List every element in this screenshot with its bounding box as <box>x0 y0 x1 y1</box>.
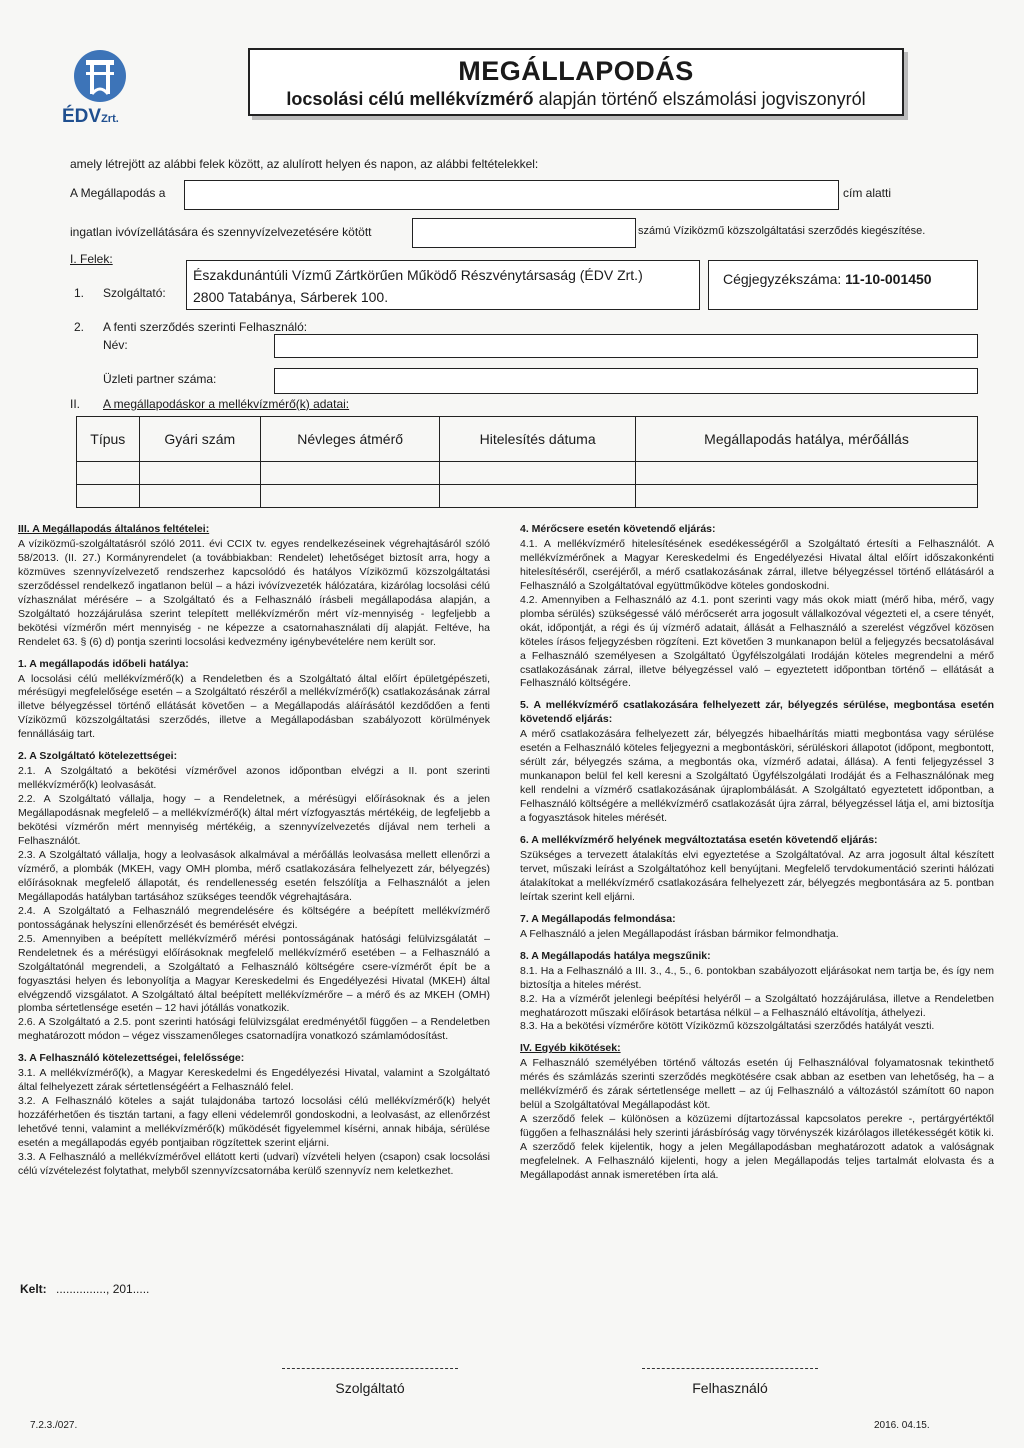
user-heading: A fenti szerződés szerinti Felhasználó: <box>103 320 308 334</box>
meter-header-row <box>77 417 978 462</box>
section-2-4: 2.4. A Szolgáltató a Felhasználó megrendelésére és költségére a beépített mellékvízmérő pontosságának helyszíni ellenőrzését és bemérését elvégzi. <box>18 904 490 931</box>
section-2-2: 2.2. A Szolgáltató vállalja, hogy – a Rendeletnek, a mérésügyi előírásoknak és a jelen Megállapodásnak megfelelő – a mellékvízmérő(k) által mért vízfogyasztás mértékéig, de legfeljebb a bekötési vízmérőn mért mennyiség mértékéig, a szennyvízelvezetés díjával nem terheli a Felhasználót. <box>18 793 490 848</box>
contract-label: ingatlan ivóvízellátására és szennyvízelvezetésére kötött <box>70 225 372 239</box>
section-iv-1: A Felhasználó személyében történő változás esetén új Felhasználóval folyamatosnak tekinthető mérés és számlázás szerinti szerződés megkötésére csak abban az esetben van lehetőség, ha – a mellékvízmérő és zárak sértetlensége mellett – az új Felhasználó a változástól számított 60 napon belül a Szolgáltatóval Megállapodást köt. <box>520 1057 994 1112</box>
subtitle-rest: alapján történő elszámolási jogviszonyról <box>533 89 866 109</box>
col-type: Típus <box>77 417 140 462</box>
section-iv-2: A szerződő felek – különösen a közüzemi díjtartozással kapcsolatos perekre -, pertárgyértéktől függően a felhasználási hely szerinti járásbíróság vagy törvényszék kizárólagos illetékességét kötik ki. <box>520 1113 994 1140</box>
section-3-2: 3.2. A Felhasználó köteles a saját tulajdonába tartozó locsolási célú mellékvízmérő(k) helyét hozzáférhetően és tisztán tartani, a fagy elleni védelemről gondoskodni, a leolvasást, az ellenőrzést lehetővé tenni, valamint a mellékvízmérő(k) működését figyelemmel kísérni, annak hibája, sérülése esetén a megállapodás egyéb pontjaiban rögzítettek szerint eljárni. <box>18 1095 490 1150</box>
contract-number-field[interactable] <box>412 218 636 248</box>
terms-left-column <box>18 523 490 1179</box>
meter-cell[interactable] <box>636 485 978 508</box>
intro-text: amely létrejött az alábbi felek között, az alulírott helyen és napon, az alábbi feltételekkel: <box>70 157 539 171</box>
provider-signature-label: Szolgáltató <box>335 1380 405 1396</box>
meter-cell[interactable] <box>636 462 978 485</box>
meter-heading: A megállapodáskor a mellékvízmérő(k) adatai: <box>103 397 350 411</box>
section-8-3: 8.3. Ha a bekötési vízmérőre kötött Víziközmű közszolgáltatási szerződés hatályát veszti. <box>520 1020 935 1033</box>
form-date: 2016. 04.15. <box>874 1420 930 1431</box>
registration-value: 11-10-001450 <box>845 271 932 287</box>
section-1-text: A locsolási célú mellékvízmérő(k) a Rendeletben és a Szolgáltató által előírt épületgépészeti, mérésügyi megfelelősége esetén – a Szolgáltató részéről a mellékvízmérő(k) csatlakozásának zárral illetve bélyegzéssel történő ellátását követően – a Megállapodás aláírásától kezdődően a fenti Víziközmű közszolgáltatási szerződés, illetve a Megállapodásban szabályozott körülmények fennállásáig tart. <box>18 672 490 741</box>
date-line <box>20 1282 149 1296</box>
user-name-field[interactable] <box>274 334 978 358</box>
section-2-1: 2.1. A Szolgáltató a bekötési vízmérővel azonos időpontban elvégzi a II. pont szerinti mellékvízmérő(k) leolvasását. <box>18 765 490 792</box>
section-3-3: 3.3. A Felhasználó a mellékvízmérővel ellátott kerti (udvari) vízvételi helyen (csapon) csak locsolási célú vízvételezést folytathat, melyből szennyvízcsatornába kerülő szennyvíz nem keletkezhet. <box>18 1150 490 1177</box>
meter-table <box>76 416 978 508</box>
col-reading: Megállapodás hatálya, mérőállás <box>636 417 978 462</box>
meter-cell[interactable] <box>139 485 260 508</box>
section-4-1: 4.1. A mellékvízmérő hitelesítésének esedékességéről a Szolgáltató értesíti a Felhasználót. A mellékvízmérőnek a Magyar Kereskedelmi és Engedélyezési Hivatal által előírt időszakonkénti hitelesítéséről, cseréjéről, a mérő csatlakozásának zárral, illetve bélyegzéssel történő ellátásáról a Felhasználó a Szolgáltatóval együttműködve köteles gondoskodni. <box>520 537 994 592</box>
section-iv-3: A szerződő felek kijelentik, hogy a jelen Megállapodásban meghatározott adatok a valóságnak megfelelnek. A Felhasználó kijelenti, hogy a jelen Megállapodás teljes tartalmát elolvasta és a Megállapodást annak ismeretében írta alá. <box>520 1141 994 1181</box>
partner-number-field[interactable] <box>274 368 978 394</box>
section-8-heading: 8. A Megállapodás hatálya megszűnik: <box>520 949 711 962</box>
partner-number-label: Üzleti partner száma: <box>103 372 217 386</box>
form-code: 7.2.3./027. <box>30 1420 78 1431</box>
document-subtitle <box>250 89 902 110</box>
address-field[interactable] <box>184 180 839 210</box>
section-3-1: 3.1. A mellékvízmérő(k), a Magyar Kereskedelmi és Engedélyezési Hivatal, valamint a Szolgáltató által felhelyezett zárak sértetlenségéért a Felhasználó felel. <box>18 1067 490 1094</box>
section-5-text: A mérő csatlakozására felhelyezett zár, bélyegzés hibaelhárítás miatti megbontása vagy sérülése esetén a Felhasználó köteles feljegyezni a megbontásköri, sérüléskori állapotot (időpont, megbontott, sérült zár, bélyegzés száma, a megbontás oka, vízmérő adatai, állása). A fenti feljegyzéssel 3 munkanapon belül fel kell keresni a Szolgáltató Ügyfélszolgálati Irodáját és a Felhasználónak meg kell rendelni a vízmérő csatlakozásának újraplombálását. A Szolgáltató egyeztetett időpontban, a Felhasználó költségére a mellékvízmérő csatlakozását újra zárral, bélyegzéssel látja el, ami biztosítja a fogyasztások hiteles mérését. <box>520 728 994 825</box>
section-7-text: A Felhasználó a jelen Megállapodást írásban bármikor felmondhatja. <box>520 927 839 940</box>
date-label: Kelt: <box>20 1282 47 1296</box>
header-box <box>248 48 904 116</box>
section-2-3: 2.3. A Szolgáltató vállalja, hogy a leolvasások alkalmával a mérőállás leolvasása mellett ellenőrzi a vízmérő, a plombák (MKEH, vagy OMH plomba, mérő csatlakozására felhelyezett zár, bélyegzés) előírásoknak megfelelő állapotát, és rendellenesség esetén felszólítja a Felhasználót a jelen Megállapodás hatályban tartásához szükséges teendők végrehajtására. <box>18 848 490 903</box>
section-1-heading: 1. A megállapodás időbeli hatálya: <box>18 657 189 670</box>
general-terms-heading: III. A Megállapodás általános feltételei: <box>18 523 210 535</box>
section-6-heading: 6. A mellékvízmérő helyének megváltoztatása esetén követendő eljárás: <box>520 834 878 847</box>
section-5-heading: 5. A mellékvízmérő csatlakozására felhelyezett zár, bélyegzés sérülése, megbontása esetén követendő eljárás: <box>520 699 994 726</box>
logo-suffix: Zrt. <box>101 113 119 125</box>
general-terms-text: A víziközmű-szolgáltatásról szóló 2011. évi CCIX tv. egyes rendelkezéseinek végrehajtásáról szóló 58/2013. (II. 27.) Kormányrendelet (a továbbiakban: Rendelet) lehetőséget biztosít arra, hogy a közmüves szennyvízelvezető rendszerhez kapcsolódó és hatályos Víziközmű közszolgáltatási szerződéssel rendelkező ingatlanon belül – a házi ivóvízvezeték hálózatára, kizárólag locsolási célú vízhasználat mérésére – a Szolgáltató és a Felhasználó írásbeli megállapodása alapján, a Szolgáltató hozzájárulása szerint telepített mellékvízmérőn mért víz-mennyiség - legfeljebb a bekötési vízmérőn mért mennyiség - ne képezze a csatornahasználati díj alapját. Feltéve, ha Rendelet 63. § (6) d) pontja szerinti locsolási kedvezmény igénybevételére nem került sor. <box>18 537 490 648</box>
user-signature-label: Felhasználó <box>692 1380 768 1396</box>
section-iv-heading: IV. Egyéb kikötések: <box>520 1042 621 1055</box>
parties-heading: I. Felek: <box>70 252 113 266</box>
col-calibration: Hitelesítés dátuma <box>440 417 636 462</box>
provider-name: Északdunántúli Vízmű Zártkörűen Működő Részvénytársaság (ÉDV Zrt.) <box>193 267 643 283</box>
registration-label: Cégjegyzékszáma: <box>723 271 846 287</box>
meter-cell[interactable] <box>77 462 140 485</box>
terms-right-column <box>520 523 994 1183</box>
meter-cell[interactable] <box>440 485 636 508</box>
section-7-heading: 7. A Megállapodás felmondása: <box>520 912 676 925</box>
user-signature-line[interactable] <box>642 1368 818 1369</box>
col-serial: Gyári szám <box>139 417 260 462</box>
section-8-2: 8.2. Ha a vízmérőt jelenlegi beépítési helyéről – a Szolgáltató hozzájárulása, illetve a Rendeletben meghatározott műszaki előírások betartása nélkül – a Felhasználó eltávolítja, áthelyezi. <box>520 992 994 1019</box>
section-2-6: 2.6. A Szolgáltató a 2.5. pont szerinti hatósági felülvizsgálat eredményétől függően – a Rendeletben meghatározott módon – végez visszamenőleges csatornadíjra vonatkozó számlamódosítást. <box>18 1016 490 1043</box>
meter-cell[interactable] <box>77 485 140 508</box>
address-suffix: cím alatti <box>843 186 892 200</box>
provider-signature-line[interactable] <box>282 1368 458 1369</box>
section-3-heading: 3. A Felhasználó kötelezettségei, felelőssége: <box>18 1052 245 1065</box>
registration-box <box>708 260 978 310</box>
meter-cell[interactable] <box>261 485 440 508</box>
logo-text: ÉDV <box>62 106 102 127</box>
registration-number <box>723 271 932 287</box>
address-label: A Megállapodás a <box>70 186 166 200</box>
edv-logo <box>62 46 152 136</box>
section-6-text: Szükséges a tervezett átalakítás elvi egyeztetése a Szolgáltatóval. Az arra jogosult által készített tervet, műszaki leírást a Szolgáltatóhoz kell benyújtani. Megfelelő tervdokumentáció szerinti hálózati átalakítokat a mellékvízmérő csatlakozására felhelyezett zár, bélyegzés megbontására az 5. pontban leírtak szerint kell eljárni. <box>520 848 994 903</box>
meter-row <box>77 485 978 508</box>
document-title: MEGÁLLAPODÁS <box>458 56 694 86</box>
section-8-1: 8.1. Ha a Felhasználó a III. 3., 4., 5., 6. pontokban szabályozott eljárásokat nem tartja be, és így nem biztosítja a hiteles mérést. <box>520 964 994 991</box>
contract-suffix: számú Víziközmű közszolgáltatási szerződés kiegészítése. <box>638 225 926 237</box>
provider-label: Szolgáltató: <box>103 286 166 300</box>
section-4-heading: 4. Mérőcsere esetén követendő eljárás: <box>520 523 716 535</box>
user-name-label: Név: <box>103 338 128 352</box>
provider-address: 2800 Tatabánya, Sárberek 100. <box>193 289 389 305</box>
subtitle-bold: locsolási célú mellékvízmérő <box>286 89 534 109</box>
section-2-heading: 2. A Szolgáltató kötelezettségei: <box>18 750 178 763</box>
meter-row <box>77 462 978 485</box>
provider-num: 1. <box>74 286 85 300</box>
meter-cell[interactable] <box>261 462 440 485</box>
date-value[interactable]: ..............., 201..... <box>56 1282 150 1296</box>
meter-cell[interactable] <box>139 462 260 485</box>
meter-cell[interactable] <box>440 462 636 485</box>
section-4-2: 4.2. Amennyiben a Felhasználó az 4.1. pont szerinti vagy más okok miatt (mérő hiba, mérő, vagy plomba sérülés) szükségessé váló mérőcserét arra jogosult vállalkozóval végezteti el, a csere tényét, okát, időpontját, a régi és új vízmérő adatait, állását a Felhasználó a szerelést végzővel közösen köteles írásos feljegyzésben rögzíteni. Ezt követően 3 munkanapon belül a feljegyzés becsatolásával a Felhasználó személyesen a Szolgáltató Ügyfélszolgálati Irodáján köteles megrendelni a mérő csatlakozásának zárral, illetve bélyegzéssel való – egyeztetett időpontban történő – ellátását a Felhasználó költségére. <box>520 593 994 690</box>
user-num: 2. <box>74 320 85 334</box>
provider-box <box>186 260 700 310</box>
section-2-5: 2.5. Amennyiben a beépített mellékvízmérő mérési pontosságának hatósági felülvizsgálatát – Rendeletnek és a mérésügyi előírásoknak megfelelő mellékvízmérő esetében – a Felhasználó a Szolgáltatónál megrendeli, a Szolgáltató a Felhasználó költségére csere-vízmérőt épít be a fogyasztási helyen és lebonyolítja a Magyar Kereskedelmi és Engedélyezési Hivatal (MKEH) által elvégzendő vizsgálatot. A Szolgáltató által beépített mellékvízmérőre – a mérő és az MKEH (OMH) plomba sértetlensége esetén – 12 havi jótállás vonatkozik. <box>18 932 490 1015</box>
col-diameter: Névleges átmérő <box>261 417 440 462</box>
meter-num: II. <box>70 397 81 411</box>
